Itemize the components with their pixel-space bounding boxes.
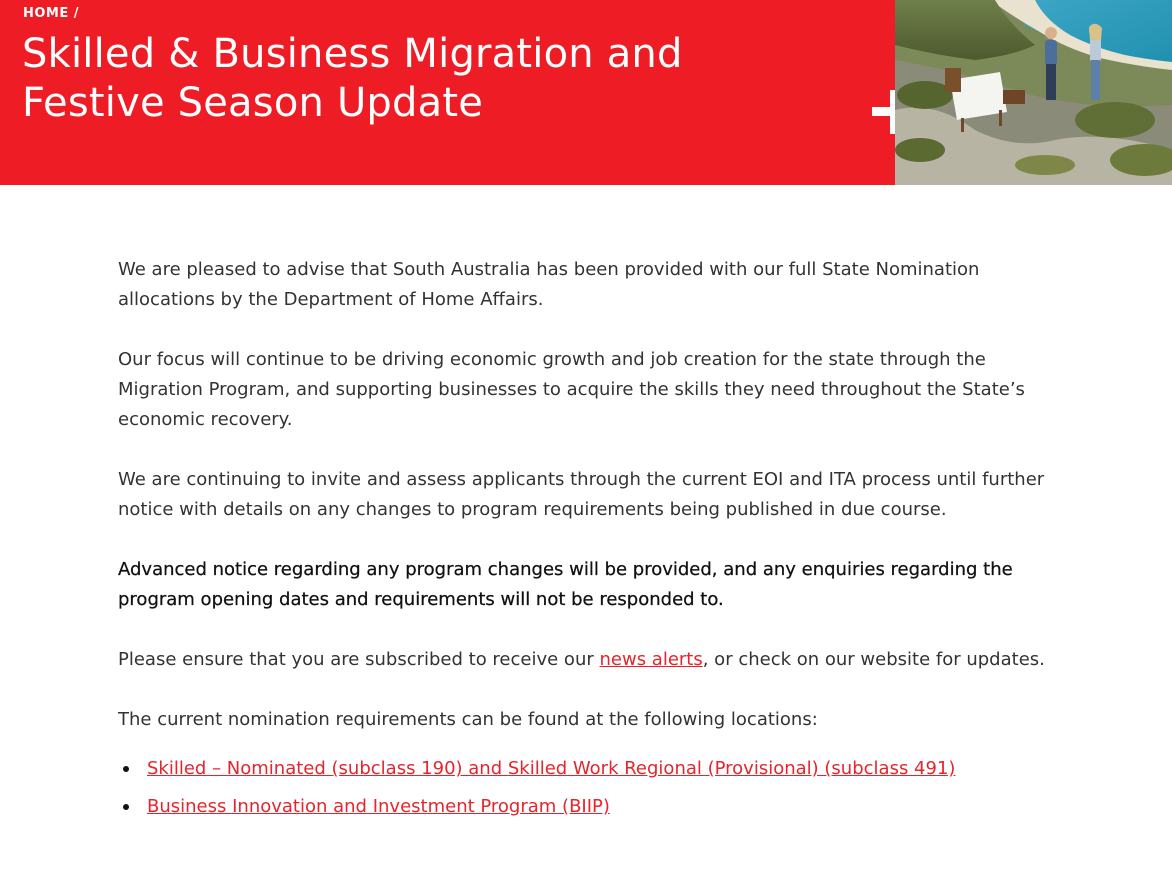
skilled-nominated-link[interactable]: Skilled – Nominated (subclass 190) and Skilled Work Regional (Provisional) (subclass 491)	[147, 758, 956, 779]
coastal-dining-scene-image	[895, 0, 1172, 185]
subscribe-text-before: Please ensure that you are subscribed to receive our	[118, 649, 600, 670]
list-item	[118, 750, 1048, 788]
list-item	[118, 788, 1048, 826]
bullet-icon	[123, 766, 129, 772]
paragraph-focus: Our focus will continue to be driving economic growth and job creation for the state through the Migration Program, and supporting businesses to acquire the skills they need throughout the State’s economic recovery.	[118, 349, 1025, 430]
paragraph-advanced-notice: Advanced notice regarding any program changes will be provided, and any enquiries regarding the program opening dates and requirements will not be responded to.	[118, 559, 1013, 610]
header-photo	[895, 0, 1172, 185]
header-banner	[0, 0, 895, 185]
news-alerts-link[interactable]: news alerts	[599, 649, 703, 670]
page-title-line-2: Festive Season Update	[22, 80, 484, 126]
breadcrumb-home-link[interactable]: HOME	[23, 6, 69, 21]
breadcrumb-separator: /	[73, 6, 80, 21]
page-header	[0, 0, 1172, 185]
subscribe-text-after: , or check on our website for updates.	[702, 649, 1045, 670]
article-body	[118, 255, 1048, 826]
bullet-icon	[123, 804, 129, 810]
paragraph-locations-intro: The current nomination requirements can be found at the following locations:	[118, 709, 818, 730]
requirements-link-list	[118, 750, 1048, 826]
paragraph-eoi-ita: We are continuing to invite and assess applicants through the current EOI and ITA process until further notice with details on any changes to program requirements being published in due course.	[118, 469, 1045, 520]
page-title	[22, 30, 782, 128]
breadcrumb	[23, 6, 79, 21]
biip-link[interactable]: Business Innovation and Investment Program (BIIP)	[147, 796, 610, 817]
paragraph-subscribe	[118, 645, 1048, 675]
page-title-line-1: Skilled & Business Migration and	[22, 31, 683, 77]
paragraph-allocations: We are pleased to advise that South Australia has been provided with our full State Nomination allocations by the Department of Home Affairs.	[118, 259, 980, 310]
